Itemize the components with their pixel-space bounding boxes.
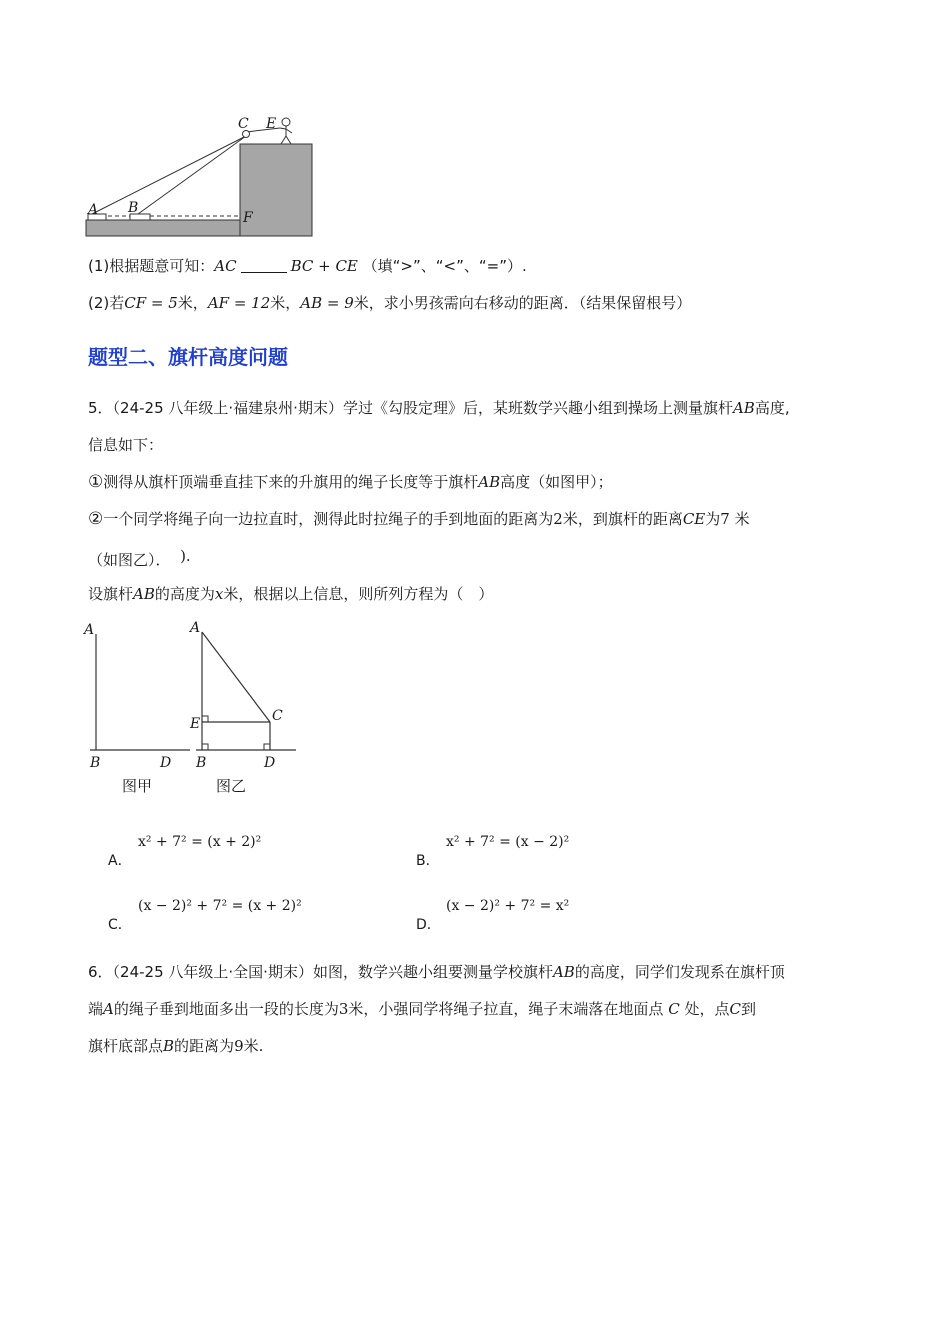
info2-stray: ).	[180, 547, 191, 565]
rope-ac	[92, 136, 246, 214]
q5-info1	[88, 472, 613, 492]
boy-figure	[280, 118, 292, 144]
info2-mid2: 为	[705, 510, 721, 528]
info1-post: 高度（如图甲）；	[500, 473, 613, 491]
q6-line2	[88, 999, 756, 1019]
rope-bc	[138, 136, 246, 214]
yi-label-e: E	[190, 716, 201, 732]
q6-l2-pre: 端	[88, 1000, 104, 1018]
q4-p2-v3: AB = 9	[300, 294, 354, 312]
q6-l2-mid3: 处，点	[684, 1000, 730, 1018]
label-c: C	[238, 116, 249, 132]
option-a-label: A．	[108, 853, 132, 869]
yi-label-a: A	[190, 620, 201, 636]
q6-l3-mid: 的距离为	[174, 1037, 235, 1055]
jia-caption: 图甲	[122, 777, 153, 795]
cliff-figure	[80, 110, 320, 242]
option-d-eq: (x − 2)² + 7² = x²	[446, 898, 570, 914]
option-b-label: B．	[416, 853, 440, 869]
jia-label-a: A	[84, 622, 95, 638]
q6-l2-num: 3	[338, 1000, 349, 1018]
option-a[interactable]	[108, 834, 388, 868]
label-b: B	[128, 200, 139, 216]
ground-slab	[86, 220, 240, 236]
q6-l2-var: A	[103, 1000, 114, 1018]
q5-line2: 信息如下：	[88, 436, 164, 454]
info2-mid: 米，到旗杆的距离	[562, 510, 683, 528]
option-c[interactable]	[108, 898, 388, 932]
q4-p1-prefix: (1)根据题意可知：	[88, 257, 215, 275]
question-post: 米，根据以上信息，则所列方程为（ ）	[223, 585, 494, 603]
option-c-eq: (x − 2)² + 7² = (x + 2)²	[138, 898, 302, 914]
label-f: F	[243, 210, 253, 226]
q6-l3-var: B	[163, 1037, 175, 1055]
yi-rope-ac	[202, 632, 270, 722]
yi-caption: 图乙	[216, 777, 247, 795]
label-e: E	[266, 116, 277, 132]
yi-label-b: B	[196, 755, 207, 771]
q6-l3-num: 9	[234, 1037, 244, 1055]
q4-p2-u2: 米，	[270, 294, 301, 312]
right-angle-d	[264, 744, 270, 750]
q4-p2-prefix: (2)若	[88, 294, 125, 312]
option-d[interactable]	[416, 898, 696, 932]
q5-text-end: 高度,	[754, 399, 790, 417]
option-c-label: C．	[108, 917, 132, 933]
info1-mark: ①	[88, 472, 104, 492]
question-var1: AB	[133, 585, 155, 603]
q6-l2-end: 到	[740, 1000, 756, 1018]
question-var2: x	[214, 585, 224, 603]
right-angle-b	[202, 744, 208, 750]
section-heading: 题型二、旗杆高度问题	[88, 345, 288, 369]
info2-end: 米	[734, 510, 750, 528]
info1-var: AB	[478, 473, 501, 491]
q6-number: 6．	[88, 963, 113, 981]
option-a-eq: x² + 7² = (x + 2)²	[138, 834, 262, 850]
q6-var1: AB	[552, 963, 575, 981]
flagpole-figures	[80, 616, 310, 802]
q6-text1-end: 的高度，同学们发现系在旗杆顶	[574, 963, 785, 981]
q6-line3	[88, 1036, 263, 1056]
q4-part1	[88, 256, 527, 276]
question-pre: 设旗杆	[88, 585, 134, 603]
q4-p1-rhs: BC + CE	[290, 257, 358, 275]
q6-l2-var2: C	[668, 1000, 680, 1018]
q4-p1-suffix: （填“>”、“<”、“=”）.	[362, 257, 527, 275]
q6-text1: 如图，数学兴趣小组要测量学校旗杆	[312, 963, 553, 981]
q5-line1	[88, 398, 790, 418]
question-mid: 的高度为	[154, 585, 215, 603]
info2-line2: （如图乙）．	[88, 551, 171, 569]
q5-number: 5．	[88, 399, 113, 417]
answer-blank[interactable]	[241, 258, 287, 273]
q4-p2-v2: AF = 12	[207, 294, 271, 312]
option-b-eq: x² + 7² = (x − 2)²	[446, 834, 570, 850]
q5-question	[88, 584, 493, 604]
q4-p2-u1: 米，	[177, 294, 208, 312]
q6-l2-mid: 的绳子垂到地面多出一段的长度为	[113, 1000, 339, 1018]
jia-label-d: D	[160, 755, 172, 771]
q6-line1	[88, 962, 785, 982]
info2-num1: 2	[553, 510, 563, 528]
q5-info2-line2	[88, 546, 191, 570]
option-d-label: D．	[416, 917, 441, 933]
label-a: A	[88, 202, 99, 218]
q6-l2-var3: C	[729, 1000, 741, 1018]
q5-source: （24-25 八年级上·福建泉州·期末）	[112, 399, 343, 417]
jia-label-b: B	[90, 755, 101, 771]
info2-mark: ②	[88, 509, 104, 529]
q4-p1-lhs: AC	[214, 257, 237, 275]
q5-text: 学过《勾股定理》后，某班数学兴趣小组到操场上测量旗杆	[342, 399, 733, 417]
q5-var-ab: AB	[732, 399, 755, 417]
yi-label-c: C	[272, 708, 283, 724]
yi-label-d: D	[264, 755, 276, 771]
q4-p2-v1: CF = 5	[124, 294, 178, 312]
q4-p2-suffix: 米，求小男孩需向右移动的距离．（结果保留根号）	[353, 294, 692, 312]
q6-l3-end: 米.	[243, 1037, 264, 1055]
info2-num2: 7	[720, 510, 730, 528]
q4-part2	[88, 293, 691, 313]
info2-pre: 一个同学将绳子向一边拉直时，测得此时拉绳子的手到地面的距离为	[103, 510, 554, 528]
right-angle-e	[202, 716, 208, 722]
option-b[interactable]	[416, 834, 696, 868]
q6-l2-mid2: 米，小强同学将绳子拉直，绳子末端落在地面点	[348, 1000, 664, 1018]
q6-source: （24-25 八年级上·全国·期末）	[112, 963, 313, 981]
info2-var: CE	[682, 510, 706, 528]
q5-info2	[88, 509, 750, 529]
info1-pre: 测得从旗杆顶端垂直挂下来的升旗用的绳子长度等于旗杆	[103, 473, 479, 491]
q6-l3-pre: 旗杆底部点	[88, 1037, 164, 1055]
